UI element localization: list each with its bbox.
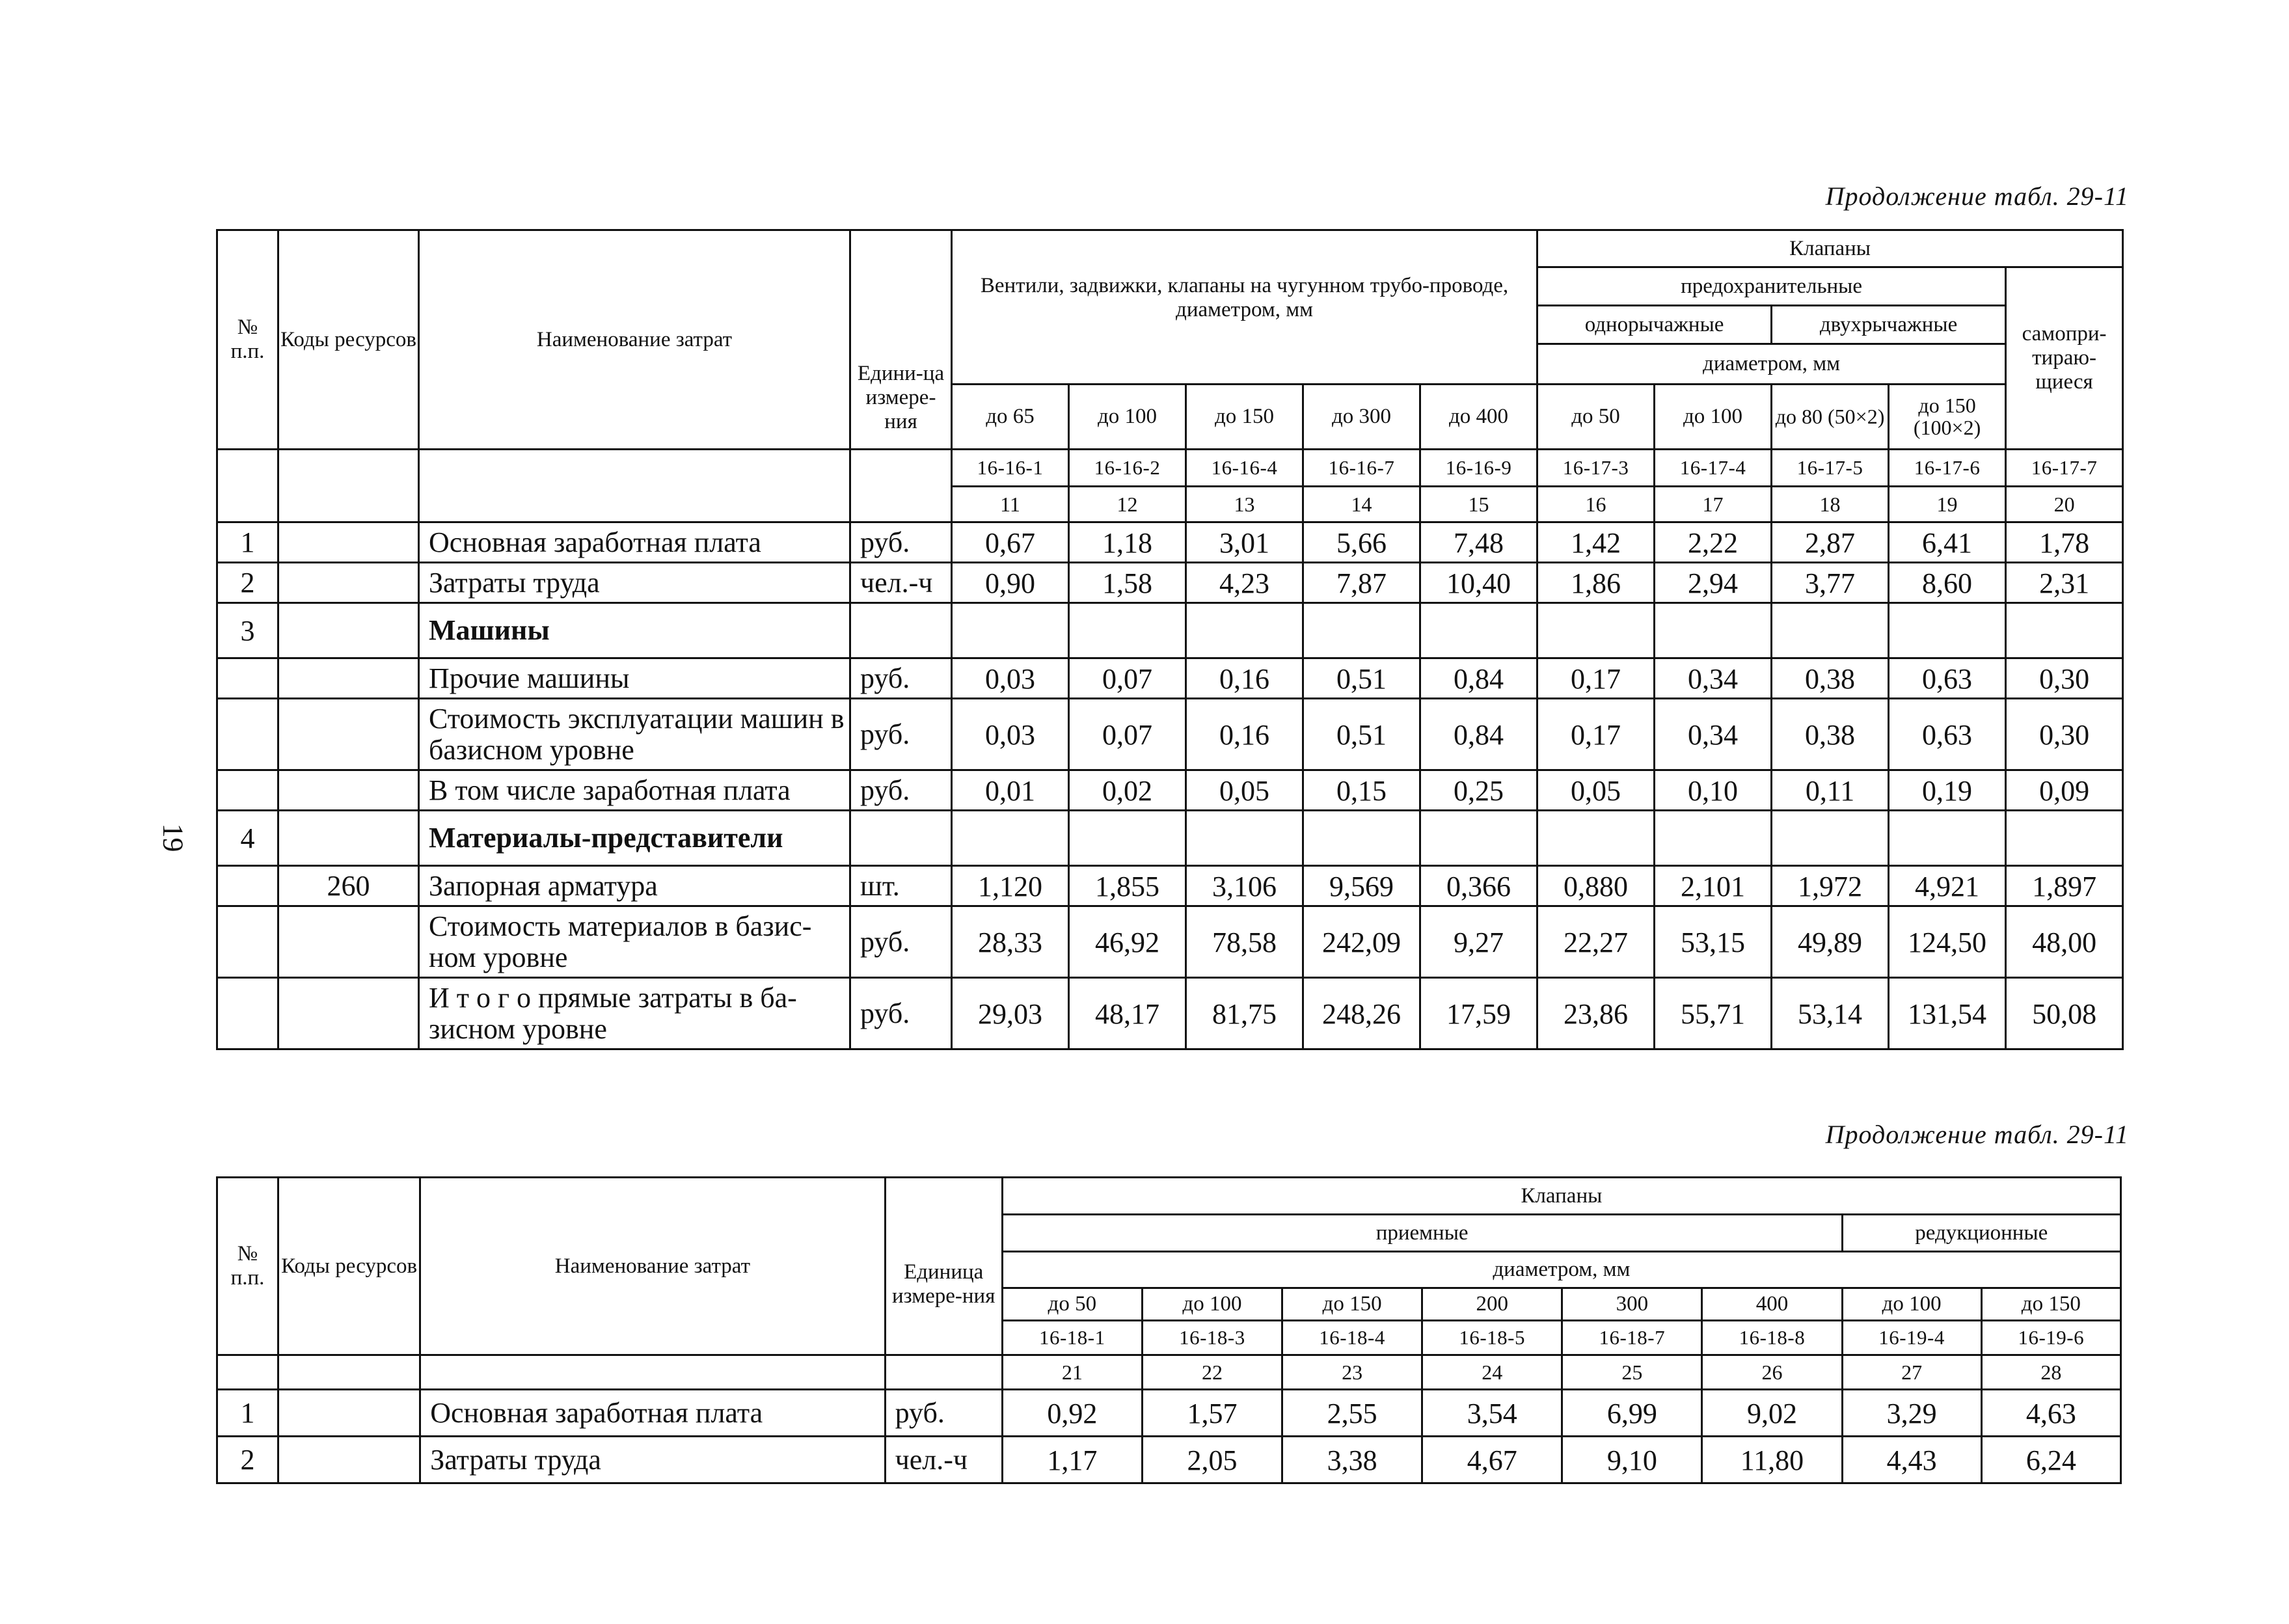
table1 — [216, 229, 2124, 1050]
value-cell: 3,01 — [1186, 522, 1303, 563]
value-cell: 2,05 — [1142, 1437, 1282, 1483]
column-numbers-row — [217, 1355, 2121, 1390]
header-codes: Коды ресурсов — [278, 230, 419, 450]
row-unit-cell: руб. — [850, 906, 952, 978]
code-cell: 16-16-9 — [1420, 450, 1537, 487]
code-cell: 16-17-5 — [1772, 450, 1889, 487]
empty-cell — [278, 450, 419, 522]
row-name-cell: Стоимость материалов в базис-ном уровне — [419, 906, 850, 978]
value-cell: 0,07 — [1069, 658, 1186, 699]
size-cell: 300 — [1562, 1288, 1702, 1321]
row-unit-cell: руб. — [850, 522, 952, 563]
value-cell: 0,51 — [1303, 658, 1420, 699]
value-cell: 1,86 — [1537, 563, 1655, 603]
row-code-cell — [278, 978, 419, 1049]
row-no-cell — [217, 978, 278, 1049]
value-cell: 6,41 — [1889, 522, 2006, 563]
table2-header — [217, 1178, 2121, 1390]
table-row — [217, 563, 2123, 603]
code-cell: 16-18-7 — [1562, 1321, 1702, 1355]
header-diameter: диаметром, мм — [1002, 1252, 2120, 1288]
row-name-cell: Материалы-представители — [419, 811, 850, 866]
col-num-cell: 27 — [1842, 1355, 1981, 1390]
row-code-cell — [278, 603, 419, 658]
table-row — [217, 699, 2123, 770]
value-cell — [1303, 603, 1420, 658]
value-cell: 0,880 — [1537, 866, 1655, 906]
value-cell: 0,02 — [1069, 770, 1186, 811]
header-intake: приемные — [1002, 1215, 1842, 1252]
value-cell: 0,90 — [952, 563, 1069, 603]
value-cell: 0,05 — [1186, 770, 1303, 811]
row-no-cell — [217, 866, 278, 906]
value-cell: 0,17 — [1537, 699, 1655, 770]
table2-caption: Продолжение табл. 29-11 — [1825, 1120, 2129, 1149]
value-cell: 0,84 — [1420, 658, 1537, 699]
value-cell: 0,67 — [952, 522, 1069, 563]
size-cell: до 80 (50×2) — [1772, 385, 1889, 450]
value-cell: 7,48 — [1420, 522, 1537, 563]
col-num-cell: 11 — [952, 487, 1069, 522]
table-row — [217, 1390, 2121, 1437]
table1-body — [217, 522, 2123, 1049]
value-cell: 0,63 — [1889, 699, 2006, 770]
row-no-cell: 2 — [217, 563, 278, 603]
empty-cell — [217, 1355, 278, 1390]
size-cell: до 150 (100×2) — [1889, 385, 2006, 450]
header-group-right: Клапаны — [1537, 230, 2123, 267]
row-unit-cell: руб. — [850, 770, 952, 811]
header-name: Наименование затрат — [419, 230, 850, 450]
table2-body — [217, 1390, 2121, 1483]
value-cell: 1,18 — [1069, 522, 1186, 563]
value-cell: 6,99 — [1562, 1390, 1702, 1437]
table-row — [217, 978, 2123, 1049]
value-cell: 9,569 — [1303, 866, 1420, 906]
row-code-cell — [278, 906, 419, 978]
value-cell: 4,67 — [1422, 1437, 1562, 1483]
row-code-cell — [278, 1390, 420, 1437]
row-code-cell — [278, 563, 419, 603]
row-name-cell: Затраты труда — [419, 563, 850, 603]
codes-row — [217, 450, 2123, 487]
size-cell: до 400 — [1420, 385, 1537, 450]
code-cell: 16-18-4 — [1282, 1321, 1422, 1355]
empty-cell — [278, 1355, 420, 1390]
page-number: 19 — [157, 823, 189, 852]
header-two-lever: двухрычажные — [1772, 306, 2006, 344]
col-num-cell: 23 — [1282, 1355, 1422, 1390]
value-cell: 3,54 — [1422, 1390, 1562, 1437]
row-no-cell: 3 — [217, 603, 278, 658]
row-name-cell: И т о г о прямые затраты в ба-зисном уровне — [419, 978, 850, 1049]
row-name-cell: Прочие машины — [419, 658, 850, 699]
row-no-cell — [217, 906, 278, 978]
header-diameter: диаметром, мм — [1537, 344, 2006, 385]
value-cell: 5,66 — [1303, 522, 1420, 563]
value-cell: 9,10 — [1562, 1437, 1702, 1483]
value-cell — [1772, 811, 1889, 866]
row-unit-cell: руб. — [850, 699, 952, 770]
value-cell: 2,22 — [1655, 522, 1772, 563]
size-cell: до 100 — [1655, 385, 1772, 450]
value-cell: 55,71 — [1655, 978, 1772, 1049]
code-cell: 16-18-5 — [1422, 1321, 1562, 1355]
col-num-cell: 21 — [1002, 1355, 1142, 1390]
col-num-cell: 17 — [1655, 487, 1772, 522]
value-cell: 1,897 — [2006, 866, 2123, 906]
table-row — [217, 906, 2123, 978]
value-cell: 11,80 — [1702, 1437, 1842, 1483]
code-cell: 16-18-1 — [1002, 1321, 1142, 1355]
empty-cell — [885, 1355, 1002, 1390]
table2 — [216, 1176, 2122, 1484]
value-cell — [1655, 603, 1772, 658]
value-cell: 131,54 — [1889, 978, 2006, 1049]
value-cell: 23,86 — [1537, 978, 1655, 1049]
code-cell: 16-16-7 — [1303, 450, 1420, 487]
size-cell: до 100 — [1069, 385, 1186, 450]
value-cell: 1,78 — [2006, 522, 2123, 563]
size-cell: до 150 — [1981, 1288, 2120, 1321]
header-name: Наименование затрат — [420, 1178, 885, 1355]
table-row — [217, 522, 2123, 563]
value-cell: 28,33 — [952, 906, 1069, 978]
value-cell: 0,38 — [1772, 699, 1889, 770]
value-cell: 53,14 — [1772, 978, 1889, 1049]
header-no: № п.п. — [217, 230, 278, 450]
value-cell — [1069, 603, 1186, 658]
col-num-cell: 26 — [1702, 1355, 1842, 1390]
row-code-cell — [278, 522, 419, 563]
value-cell: 0,84 — [1420, 699, 1537, 770]
value-cell: 0,38 — [1772, 658, 1889, 699]
size-cell: до 100 — [1842, 1288, 1981, 1321]
value-cell: 48,17 — [1069, 978, 1186, 1049]
value-cell: 81,75 — [1186, 978, 1303, 1049]
row-code-cell — [278, 770, 419, 811]
value-cell: 1,57 — [1142, 1390, 1282, 1437]
code-cell: 16-17-4 — [1655, 450, 1772, 487]
value-cell: 1,58 — [1069, 563, 1186, 603]
row-unit-cell — [850, 811, 952, 866]
value-cell: 2,31 — [2006, 563, 2123, 603]
code-cell: 16-16-2 — [1069, 450, 1186, 487]
header-group-left: Вентили, задвижки, клапаны на чугунном трубо-проводе, диаметром, мм — [952, 230, 1537, 385]
table-row — [217, 603, 2123, 658]
row-unit-cell — [850, 603, 952, 658]
row-no-cell — [217, 699, 278, 770]
value-cell: 2,94 — [1655, 563, 1772, 603]
value-cell: 0,34 — [1655, 658, 1772, 699]
row-name-cell: Машины — [419, 603, 850, 658]
code-cell: 16-17-3 — [1537, 450, 1655, 487]
size-cell: 400 — [1702, 1288, 1842, 1321]
value-cell — [1537, 603, 1655, 658]
value-cell: 1,120 — [952, 866, 1069, 906]
value-cell: 9,02 — [1702, 1390, 1842, 1437]
code-cell: 16-19-4 — [1842, 1321, 1981, 1355]
value-cell: 4,921 — [1889, 866, 2006, 906]
value-cell: 0,15 — [1303, 770, 1420, 811]
value-cell — [1303, 811, 1420, 866]
col-num-cell: 28 — [1981, 1355, 2120, 1390]
value-cell: 0,16 — [1186, 658, 1303, 699]
header-one-lever: однорычажные — [1537, 306, 1772, 344]
value-cell: 0,34 — [1655, 699, 1772, 770]
header-unit: Едини-ца измере-ния — [850, 230, 952, 450]
col-num-cell: 12 — [1069, 487, 1186, 522]
row-unit-cell: руб. — [885, 1390, 1002, 1437]
row-code-cell — [278, 1437, 420, 1483]
value-cell: 50,08 — [2006, 978, 2123, 1049]
size-cell: до 50 — [1002, 1288, 1142, 1321]
value-cell: 0,51 — [1303, 699, 1420, 770]
table-row — [217, 866, 2123, 906]
header-group: Клапаны — [1002, 1178, 2120, 1215]
col-num-cell: 15 — [1420, 487, 1537, 522]
row-no-cell — [217, 658, 278, 699]
table1-header — [217, 230, 2123, 522]
value-cell: 17,59 — [1420, 978, 1537, 1049]
value-cell: 29,03 — [952, 978, 1069, 1049]
value-cell: 0,30 — [2006, 699, 2123, 770]
value-cell — [2006, 603, 2123, 658]
code-cell: 16-18-3 — [1142, 1321, 1282, 1355]
value-cell: 3,77 — [1772, 563, 1889, 603]
header-no: № п.п. — [217, 1178, 278, 1355]
col-num-cell: 14 — [1303, 487, 1420, 522]
value-cell — [1420, 603, 1537, 658]
value-cell: 0,63 — [1889, 658, 2006, 699]
col-num-cell: 25 — [1562, 1355, 1702, 1390]
value-cell — [1655, 811, 1772, 866]
value-cell: 1,855 — [1069, 866, 1186, 906]
size-cell: до 300 — [1303, 385, 1420, 450]
value-cell: 0,03 — [952, 658, 1069, 699]
row-name-cell: Основная заработная плата — [420, 1390, 885, 1437]
value-cell: 53,15 — [1655, 906, 1772, 978]
empty-cell — [420, 1355, 885, 1390]
value-cell: 46,92 — [1069, 906, 1186, 978]
col-num-cell: 13 — [1186, 487, 1303, 522]
empty-cell — [419, 450, 850, 522]
size-cell: до 65 — [952, 385, 1069, 450]
value-cell: 0,16 — [1186, 699, 1303, 770]
row-no-cell: 1 — [217, 522, 278, 563]
size-cell: до 50 — [1537, 385, 1655, 450]
value-cell: 0,92 — [1002, 1390, 1142, 1437]
value-cell: 7,87 — [1303, 563, 1420, 603]
value-cell: 4,43 — [1842, 1437, 1981, 1483]
value-cell — [1069, 811, 1186, 866]
table1-caption: Продолжение табл. 29-11 — [1825, 182, 2129, 211]
value-cell: 124,50 — [1889, 906, 2006, 978]
col-num-cell: 24 — [1422, 1355, 1562, 1390]
col-num-cell: 20 — [2006, 487, 2123, 522]
value-cell: 4,63 — [1981, 1390, 2120, 1437]
value-cell: 0,366 — [1420, 866, 1537, 906]
empty-cell — [217, 450, 278, 522]
value-cell: 0,09 — [2006, 770, 2123, 811]
value-cell: 22,27 — [1537, 906, 1655, 978]
row-unit-cell: руб. — [850, 978, 952, 1049]
row-unit-cell: руб. — [850, 658, 952, 699]
value-cell — [1772, 603, 1889, 658]
value-cell: 6,24 — [1981, 1437, 2120, 1483]
code-cell: 16-18-8 — [1702, 1321, 1842, 1355]
value-cell: 0,03 — [952, 699, 1069, 770]
header-codes: Коды ресурсов — [278, 1178, 420, 1355]
value-cell — [952, 811, 1069, 866]
row-name-cell: Затраты труда — [420, 1437, 885, 1483]
value-cell: 1,42 — [1537, 522, 1655, 563]
value-cell: 0,30 — [2006, 658, 2123, 699]
value-cell: 9,27 — [1420, 906, 1537, 978]
col-num-cell: 22 — [1142, 1355, 1282, 1390]
value-cell: 0,07 — [1069, 699, 1186, 770]
col-num-cell: 19 — [1889, 487, 2006, 522]
value-cell: 248,26 — [1303, 978, 1420, 1049]
size-cell: до 100 — [1142, 1288, 1282, 1321]
value-cell: 78,58 — [1186, 906, 1303, 978]
value-cell: 0,05 — [1537, 770, 1655, 811]
row-unit-cell: шт. — [850, 866, 952, 906]
value-cell: 3,29 — [1842, 1390, 1981, 1437]
value-cell: 1,972 — [1772, 866, 1889, 906]
value-cell: 2,87 — [1772, 522, 1889, 563]
value-cell: 3,38 — [1282, 1437, 1422, 1483]
value-cell: 242,09 — [1303, 906, 1420, 978]
value-cell: 0,11 — [1772, 770, 1889, 811]
code-cell: 16-16-1 — [952, 450, 1069, 487]
value-cell — [952, 603, 1069, 658]
code-cell: 16-16-4 — [1186, 450, 1303, 487]
table-row — [217, 811, 2123, 866]
value-cell: 3,106 — [1186, 866, 1303, 906]
value-cell — [1889, 603, 2006, 658]
value-cell: 49,89 — [1772, 906, 1889, 978]
code-cell: 16-17-6 — [1889, 450, 2006, 487]
row-no-cell: 2 — [217, 1437, 278, 1483]
value-cell: 0,25 — [1420, 770, 1537, 811]
value-cell — [1420, 811, 1537, 866]
row-code-cell — [278, 658, 419, 699]
table-row — [217, 770, 2123, 811]
value-cell: 2,101 — [1655, 866, 1772, 906]
col-num-cell: 18 — [1772, 487, 1889, 522]
value-cell — [1186, 811, 1303, 866]
row-code-cell: 260 — [278, 866, 419, 906]
value-cell: 0,19 — [1889, 770, 2006, 811]
row-unit-cell: чел.-ч — [850, 563, 952, 603]
row-name-cell: Запорная арматура — [419, 866, 850, 906]
empty-cell — [850, 450, 952, 522]
value-cell: 0,01 — [952, 770, 1069, 811]
value-cell — [2006, 811, 2123, 866]
value-cell: 2,55 — [1282, 1390, 1422, 1437]
row-name-cell: В том числе заработная плата — [419, 770, 850, 811]
value-cell — [1186, 603, 1303, 658]
table-row — [217, 1437, 2121, 1483]
row-no-cell: 1 — [217, 1390, 278, 1437]
code-cell: 16-17-7 — [2006, 450, 2123, 487]
row-no-cell — [217, 770, 278, 811]
header-safety: предохранительные — [1537, 267, 2006, 306]
value-cell — [1889, 811, 2006, 866]
row-name-cell: Основная заработная плата — [419, 522, 850, 563]
table-row — [217, 658, 2123, 699]
size-cell: до 150 — [1282, 1288, 1422, 1321]
value-cell: 8,60 — [1889, 563, 2006, 603]
col-num-cell: 16 — [1537, 487, 1655, 522]
row-no-cell: 4 — [217, 811, 278, 866]
header-self-priming: самопри-тираю-щиеся — [2006, 267, 2123, 450]
size-cell: 200 — [1422, 1288, 1562, 1321]
size-cell: до 150 — [1186, 385, 1303, 450]
value-cell: 1,17 — [1002, 1437, 1142, 1483]
value-cell — [1537, 811, 1655, 866]
row-code-cell — [278, 811, 419, 866]
value-cell: 48,00 — [2006, 906, 2123, 978]
code-cell: 16-19-6 — [1981, 1321, 2120, 1355]
header-unit: Единица измере-ния — [885, 1178, 1002, 1355]
value-cell: 10,40 — [1420, 563, 1537, 603]
row-unit-cell: чел.-ч — [885, 1437, 1002, 1483]
row-code-cell — [278, 699, 419, 770]
row-name-cell: Стоимость эксплуатации машин в базисном уровне — [419, 699, 850, 770]
value-cell: 4,23 — [1186, 563, 1303, 603]
value-cell: 0,17 — [1537, 658, 1655, 699]
value-cell: 0,10 — [1655, 770, 1772, 811]
header-reducing: редукционные — [1842, 1215, 2121, 1252]
